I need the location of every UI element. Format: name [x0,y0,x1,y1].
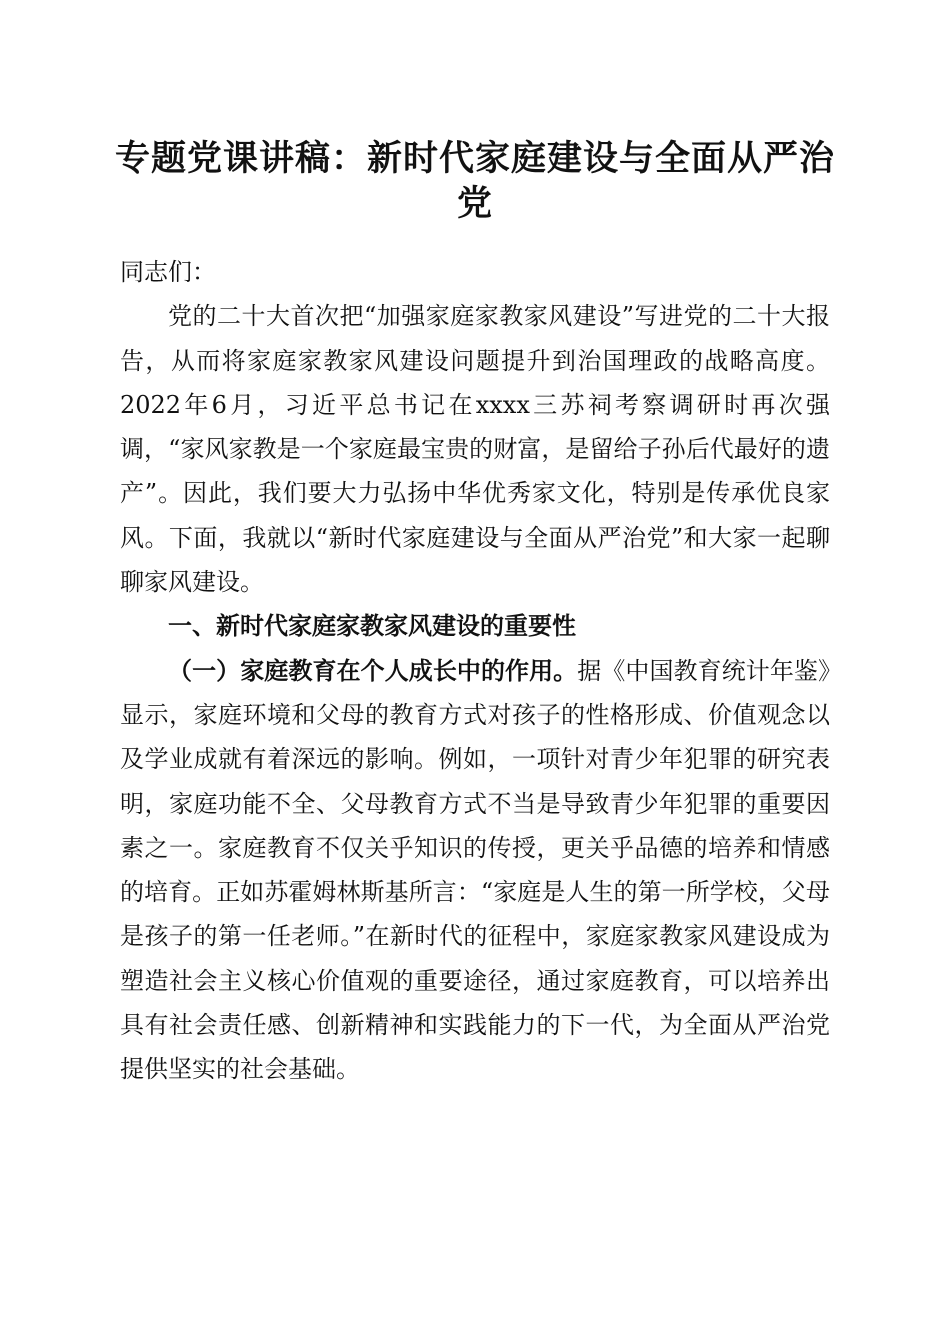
document-title: 专题党课讲稿：新时代家庭建设与全面从严治党 [114,138,835,224]
subsection-body: 据《中国教育统计年鉴》显示，家庭环境和父母的教育方式对孩子的性格形成、价值观念以及学业成就有着深远的影响。例如，一项针对青少年犯罪的研究表明，家庭功能不全、父母教育方式不当是导致青少年犯罪的重要因素之一。家庭教育不仅关乎知识的传授，更关乎品德的培养和情感的培育。正如苏霍姆林斯基所言：“家庭是人生的第一所学校，父母是孩子的第一任老师。”在新时代的征程中，家庭家教家风建设成为塑造社会主义核心价值观的重要途径，通过家庭教育，可以培养出具有社会责任感、创新精神和实践能力的下一代，为全面从严治党提供坚实的社会基础。 [120,656,831,1084]
greeting: 同志们： [120,258,216,286]
subsection-lead: （一）家庭教育在个人成长中的作用。 [168,655,578,685]
section-heading: 一、新时代家庭家教家风建设的重要性 [168,612,576,641]
document-body [120,250,830,1092]
subsection-paragraph [120,649,830,1092]
intro-paragraph: 党的二十大首次把“加强家庭家教家风建设”写进党的二十大报告，从而将家庭家教家风建设问题提升到治国理政的战略高度。2022年6月，习近平总书记在xxxx三苏祠考察调研时再次强调，“家风家教是一个家庭最宝贵的财富，是留给子孙后代最好的遗产”。因此，我们要大力弘扬中华优秀家文化，特别是传承优良家风。下面，我就以“新时代家庭建设与全面从严治党”和大家一起聊聊家风建设。 [120,302,830,597]
